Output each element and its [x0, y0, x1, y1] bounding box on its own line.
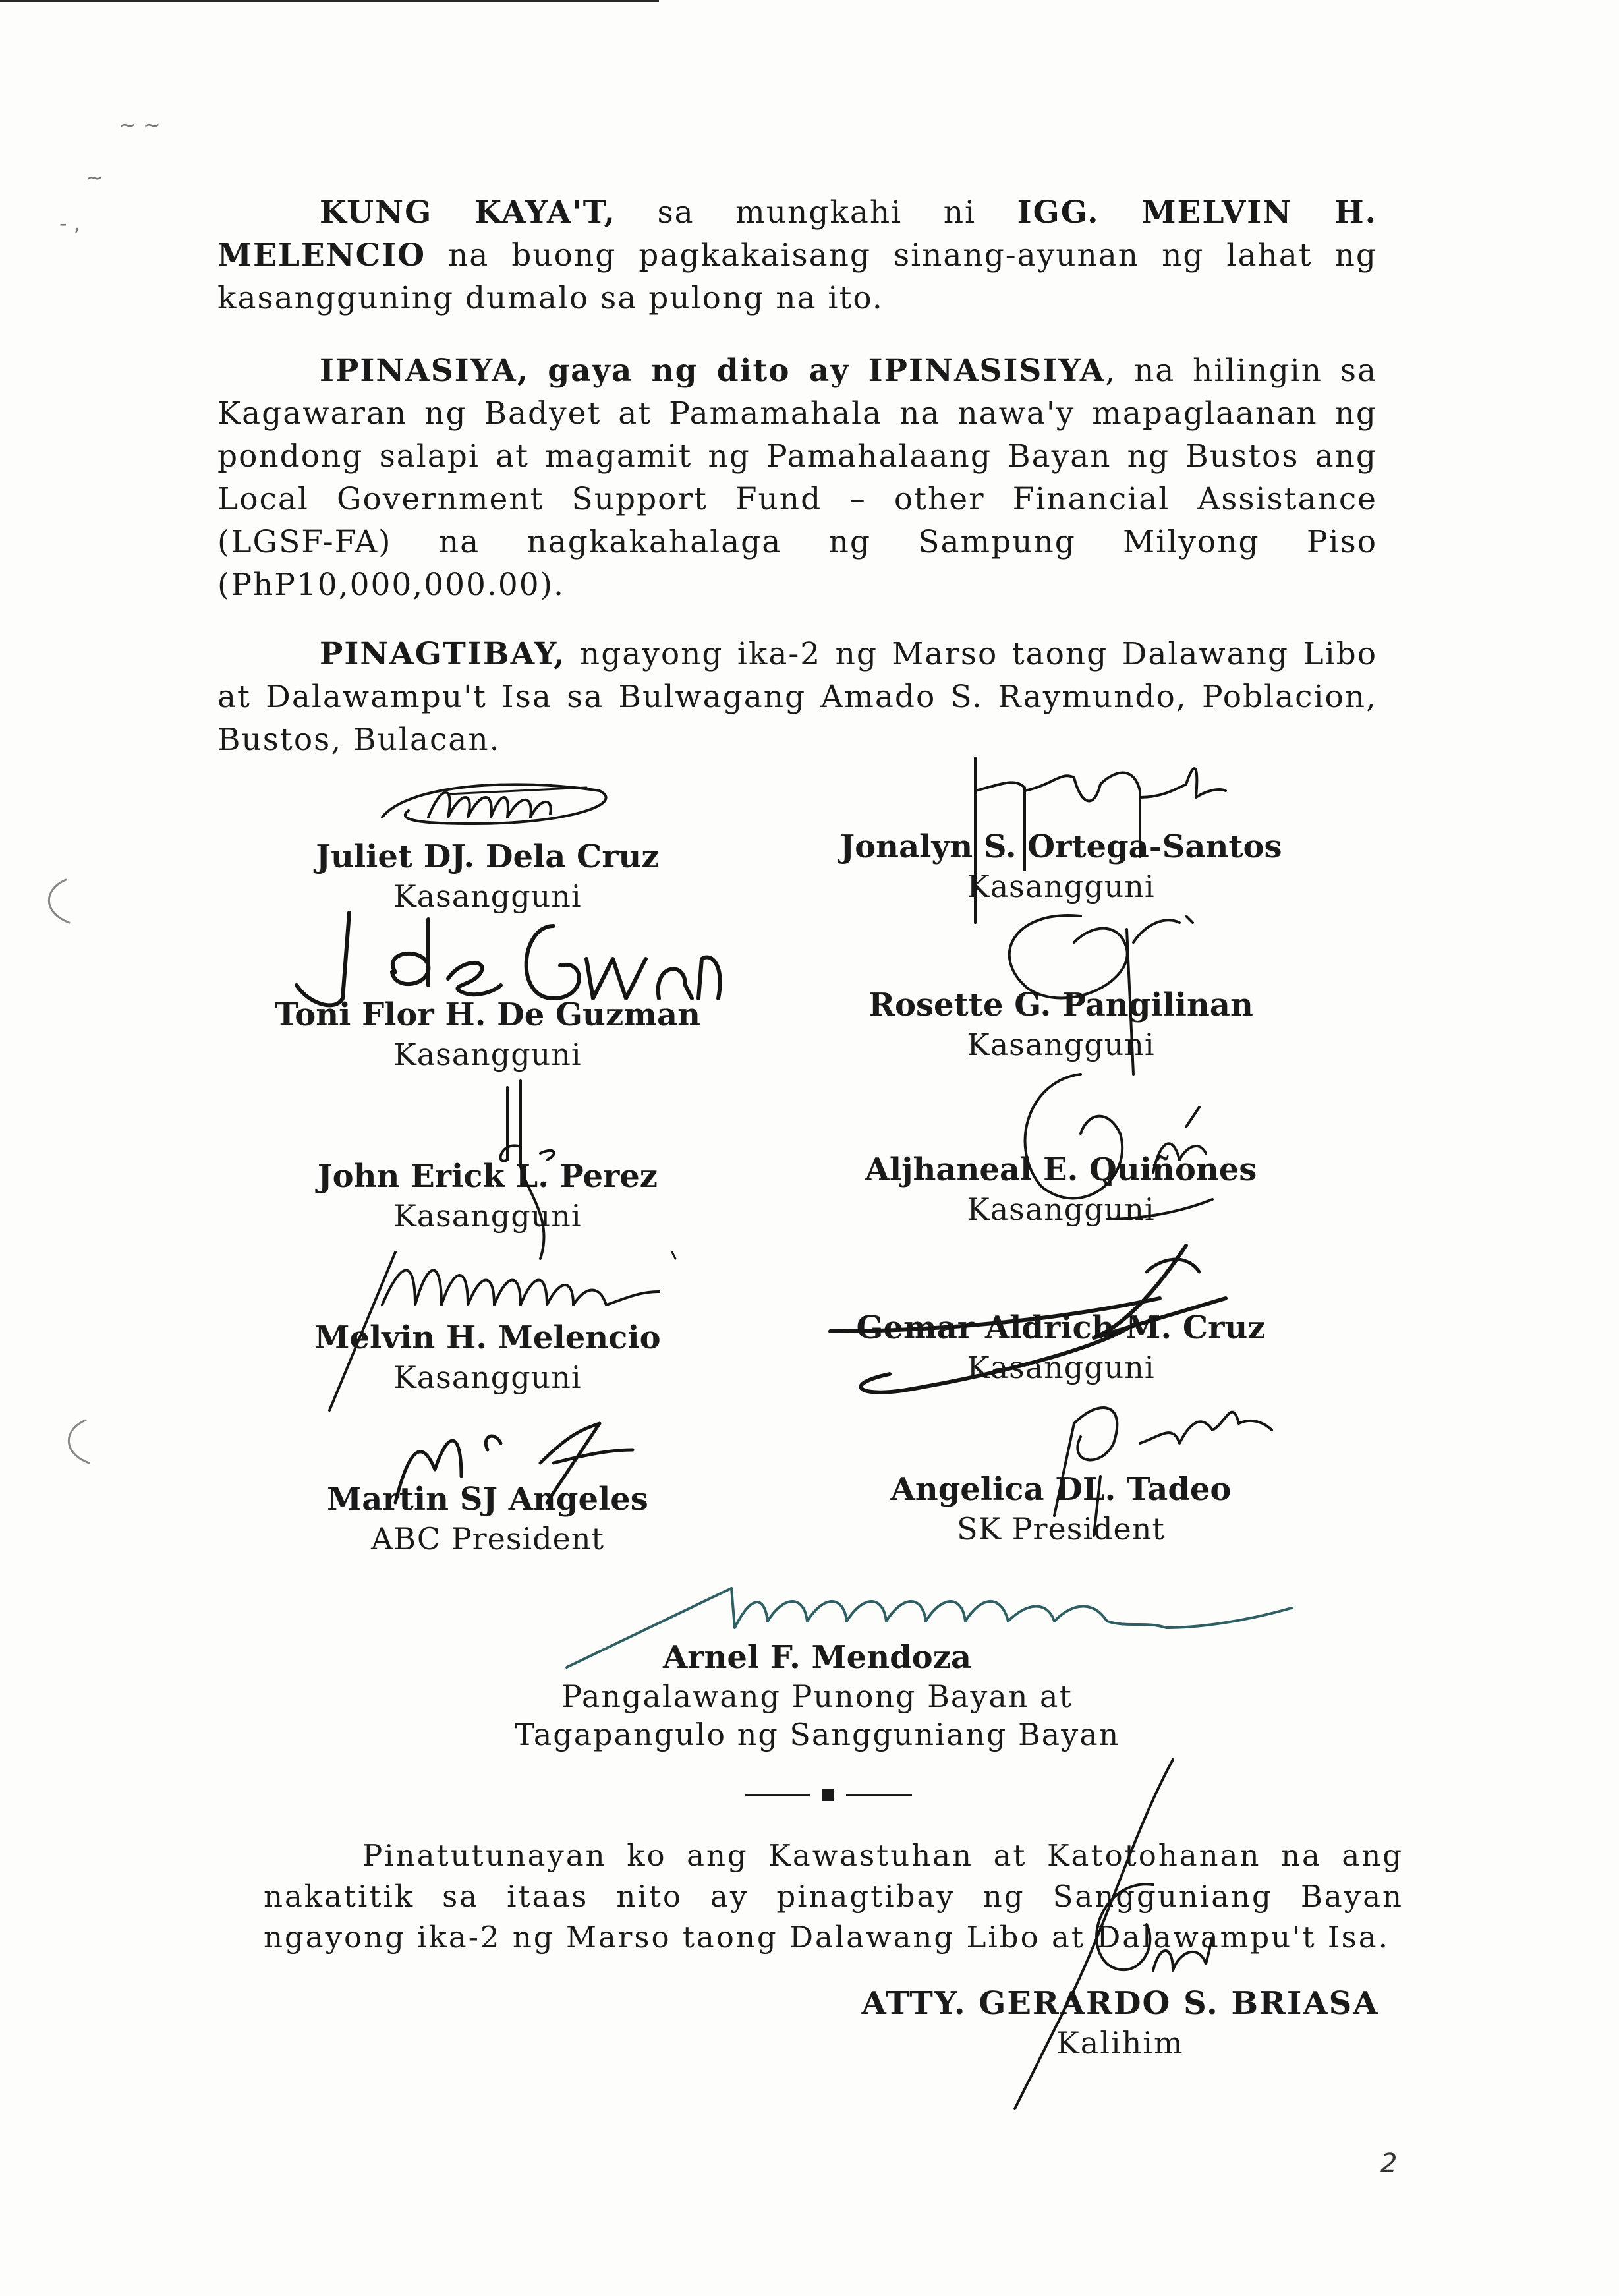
margin-mark: - , — [59, 211, 80, 236]
signatory-title: Kasangguni — [393, 878, 582, 914]
presiding-officer-name: Arnel F. Mendoza — [662, 1639, 972, 1676]
signatory-name: Juliet DJ. Dela Cruz — [316, 838, 660, 875]
signatory-title: Kasangguni — [393, 1037, 582, 1072]
signature-briasa — [936, 1753, 1278, 2122]
resolution-paragraph-kung-kayat: KUNG KAYA'T, sa mungkahi ni IGG. MELVIN H. MELENCIO na buong pagkakaisang sinang-ayunan ng lahat ng kasangguning dumalo sa pulong na ito. — [217, 194, 1377, 316]
proposer-name: IGG. MELVIN H. MELENCIO — [217, 194, 1377, 273]
signatory-title: ABC President — [371, 1521, 604, 1557]
page-number: 2 — [1380, 2148, 1398, 2179]
signatory-name: Melvin H. Melencio — [314, 1319, 661, 1356]
signatory-name: Angelica DL. Tadeo — [890, 1471, 1232, 1508]
resolution-paragraph-ipinasiya: IPINASIYA, gaya ng dito ay IPINASISIYA, na hilingin sa Kagawaran ng Badyet at Pamamahala na nawa'y mapaglaanan ng pondong salapi at magamit ng Pamahalaang Bayan ng Bustos ang Local Government Support Fund – other Financial Assistance (LGSF-FA) na nagkakahalaga ng Sampung Milyong Piso (PhP10,000,000.00). — [217, 353, 1377, 603]
divider-line — [745, 1794, 810, 1796]
binder-hole-mark — [59, 1417, 99, 1470]
signatory-title: Kasangguni — [967, 1350, 1155, 1385]
signatory-name: Jonalyn S. Ortega-Santos — [839, 828, 1282, 865]
signatory-name: Toni Flor H. De Guzman — [275, 996, 700, 1033]
section-divider — [745, 1788, 916, 1801]
signature-melencio — [316, 1232, 685, 1423]
signature-pangilinan — [975, 903, 1212, 1087]
signatory-name: Martin SJ Angeles — [327, 1481, 648, 1518]
margin-mark: ~ ~ — [119, 112, 161, 137]
certification-paragraph: Pinatutunayan ko ang Kawastuhan at Katotohanan na ang nakatitik sa itaas nito ay pinagtibay ng Sangguniang Bayan ngayong ika-2 ng Marso taong Dalawang Libo at Dalawampu't Isa. — [264, 1838, 1404, 1955]
margin-mark: ~ — [86, 165, 103, 190]
divider-square — [822, 1789, 834, 1801]
signature-de-guzman — [277, 900, 725, 1025]
signatory-title: Kasangguni — [393, 1360, 582, 1395]
presiding-officer-title: Tagapangulo ng Sangguniang Bayan — [514, 1717, 1120, 1752]
signatory-name: Aljhaneal E. Quiñones — [865, 1151, 1257, 1188]
signature-angeles — [382, 1410, 659, 1509]
signatory-title: Kasangguni — [393, 1198, 582, 1234]
signatory-name: John Erick L. Perez — [317, 1158, 658, 1195]
signatory-name: Rosette G. Pangilinan — [868, 987, 1253, 1023]
binder-hole-mark — [40, 876, 79, 929]
resolution-paragraph-pinagtibay: PINAGTIBAY, ngayong ika-2 ng Marso taong Dalawang Libo at Dalawampu't Isa sa Bulwagang Amado S. Raymundo, Poblacion, Bustos, Bulacan. — [217, 636, 1377, 758]
signatory-title: Kasangguni — [967, 1027, 1155, 1062]
signatory-title: Kasangguni — [967, 869, 1155, 904]
signatory-name: Gemar Aldrich M. Cruz — [856, 1309, 1266, 1346]
signature-dela-cruz — [369, 758, 619, 857]
signature-mendoza — [554, 1555, 1311, 1680]
divider-line — [846, 1794, 912, 1796]
secretary-title: Kalihim — [1056, 2025, 1184, 2061]
signature-tadeo — [1015, 1384, 1292, 1542]
presiding-officer-title: Pangalawang Punong Bayan at — [561, 1679, 1073, 1714]
top-border-line — [0, 0, 659, 2]
secretary-name: ATTY. GERARDO S. BRIASA — [861, 1985, 1379, 2022]
signatory-title: SK President — [957, 1511, 1165, 1547]
pinagtibay-lead: PINAGTIBAY, — [320, 636, 566, 672]
kung-kayat-lead: KUNG KAYA'T, — [320, 194, 616, 231]
signatory-title: Kasangguni — [967, 1191, 1155, 1227]
ipinasiya-lead: IPINASIYA, gaya ng dito ay IPINASISIYA — [320, 353, 1106, 389]
